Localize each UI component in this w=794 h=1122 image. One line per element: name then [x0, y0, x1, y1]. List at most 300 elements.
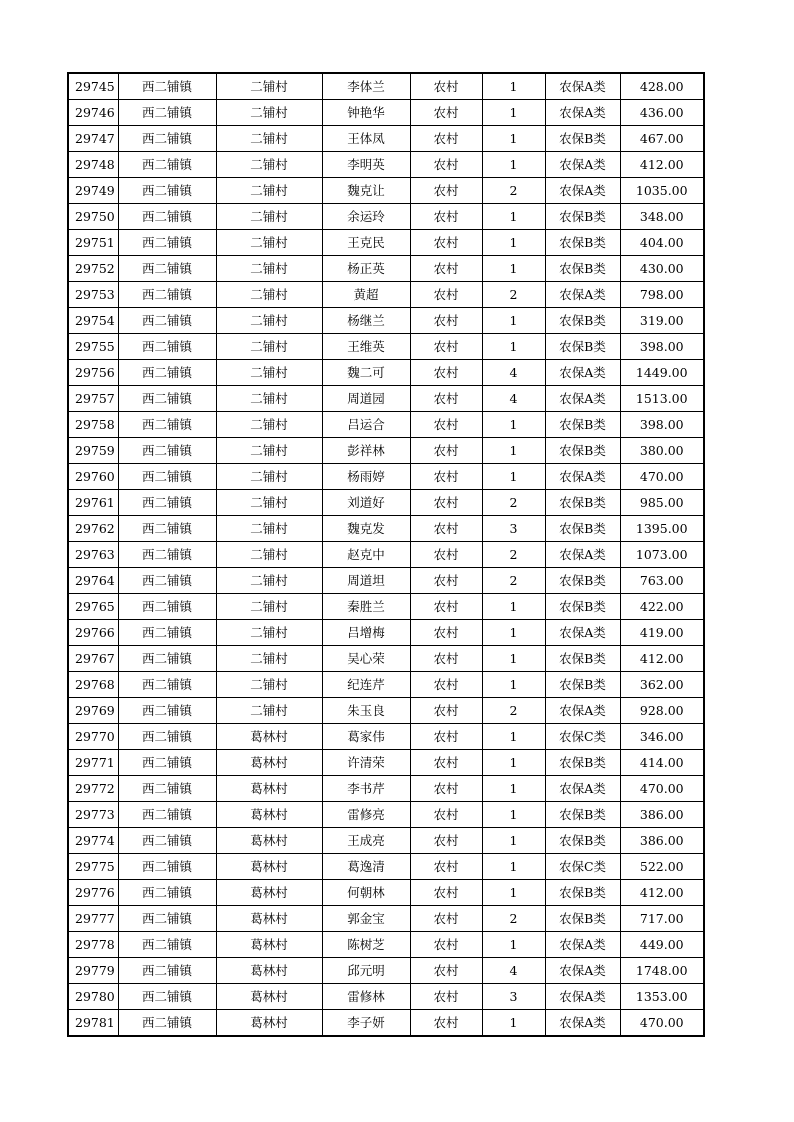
table-row: [68, 308, 704, 334]
town-cell: 西二铺镇: [118, 776, 216, 802]
household-type-cell: 农村: [410, 620, 482, 646]
town-cell: 西二铺镇: [118, 828, 216, 854]
name-cell: 朱玉良: [322, 698, 410, 724]
table-row: [68, 932, 704, 958]
village-cell: 葛林村: [216, 802, 322, 828]
name-cell: 何朝林: [322, 880, 410, 906]
record-id-cell: 29747: [68, 126, 118, 152]
category-cell: 农保A类: [545, 73, 620, 100]
household-type-cell: 农村: [410, 932, 482, 958]
record-id-cell: 29763: [68, 542, 118, 568]
amount-cell: 348.00: [620, 204, 704, 230]
amount-cell: 419.00: [620, 620, 704, 646]
member-count-cell: 2: [482, 542, 545, 568]
member-count-cell: 1: [482, 412, 545, 438]
village-cell: 二铺村: [216, 334, 322, 360]
category-cell: 农保A类: [545, 932, 620, 958]
town-cell: 西二铺镇: [118, 542, 216, 568]
table-row: [68, 178, 704, 204]
household-type-cell: 农村: [410, 126, 482, 152]
household-type-cell: 农村: [410, 516, 482, 542]
record-id-cell: 29745: [68, 73, 118, 100]
household-type-cell: 农村: [410, 724, 482, 750]
table-row: [68, 958, 704, 984]
name-cell: 王克民: [322, 230, 410, 256]
amount-cell: 398.00: [620, 334, 704, 360]
record-id-cell: 29746: [68, 100, 118, 126]
category-cell: 农保A类: [545, 698, 620, 724]
village-cell: 葛林村: [216, 1010, 322, 1037]
member-count-cell: 3: [482, 984, 545, 1010]
record-id-cell: 29768: [68, 672, 118, 698]
household-type-cell: 农村: [410, 100, 482, 126]
village-cell: 二铺村: [216, 594, 322, 620]
category-cell: 农保B类: [545, 516, 620, 542]
household-type-cell: 农村: [410, 178, 482, 204]
member-count-cell: 4: [482, 386, 545, 412]
record-id-cell: 29770: [68, 724, 118, 750]
town-cell: 西二铺镇: [118, 594, 216, 620]
name-cell: 魏克让: [322, 178, 410, 204]
amount-cell: 436.00: [620, 100, 704, 126]
town-cell: 西二铺镇: [118, 256, 216, 282]
table-row: [68, 516, 704, 542]
household-type-cell: 农村: [410, 802, 482, 828]
town-cell: 西二铺镇: [118, 750, 216, 776]
member-count-cell: 1: [482, 334, 545, 360]
member-count-cell: 1: [482, 724, 545, 750]
town-cell: 西二铺镇: [118, 178, 216, 204]
category-cell: 农保B类: [545, 308, 620, 334]
table-row: [68, 360, 704, 386]
village-cell: 葛林村: [216, 776, 322, 802]
member-count-cell: 1: [482, 100, 545, 126]
name-cell: 刘道好: [322, 490, 410, 516]
name-cell: 郭金宝: [322, 906, 410, 932]
household-type-cell: 农村: [410, 360, 482, 386]
household-type-cell: 农村: [410, 334, 482, 360]
town-cell: 西二铺镇: [118, 932, 216, 958]
name-cell: 王维英: [322, 334, 410, 360]
category-cell: 农保A类: [545, 776, 620, 802]
amount-cell: 1353.00: [620, 984, 704, 1010]
village-cell: 二铺村: [216, 438, 322, 464]
record-id-cell: 29767: [68, 646, 118, 672]
record-id-cell: 29757: [68, 386, 118, 412]
category-cell: 农保A类: [545, 542, 620, 568]
household-type-cell: 农村: [410, 464, 482, 490]
household-type-cell: 农村: [410, 646, 482, 672]
amount-cell: 985.00: [620, 490, 704, 516]
amount-cell: 362.00: [620, 672, 704, 698]
record-id-cell: 29766: [68, 620, 118, 646]
amount-cell: 1395.00: [620, 516, 704, 542]
category-cell: 农保B类: [545, 438, 620, 464]
household-type-cell: 农村: [410, 282, 482, 308]
village-cell: 葛林村: [216, 932, 322, 958]
household-type-cell: 农村: [410, 152, 482, 178]
record-id-cell: 29764: [68, 568, 118, 594]
category-cell: 农保A类: [545, 958, 620, 984]
household-type-cell: 农村: [410, 386, 482, 412]
record-id-cell: 29777: [68, 906, 118, 932]
village-cell: 二铺村: [216, 568, 322, 594]
member-count-cell: 1: [482, 126, 545, 152]
village-cell: 二铺村: [216, 73, 322, 100]
record-id-cell: 29751: [68, 230, 118, 256]
town-cell: 西二铺镇: [118, 360, 216, 386]
category-cell: 农保A类: [545, 152, 620, 178]
town-cell: 西二铺镇: [118, 334, 216, 360]
village-cell: 二铺村: [216, 100, 322, 126]
town-cell: 西二铺镇: [118, 880, 216, 906]
household-type-cell: 农村: [410, 828, 482, 854]
name-cell: 王体凤: [322, 126, 410, 152]
village-cell: 二铺村: [216, 282, 322, 308]
household-type-cell: 农村: [410, 594, 482, 620]
member-count-cell: 2: [482, 698, 545, 724]
table-row: [68, 776, 704, 802]
record-id-cell: 29753: [68, 282, 118, 308]
amount-cell: 798.00: [620, 282, 704, 308]
village-cell: 二铺村: [216, 230, 322, 256]
record-id-cell: 29756: [68, 360, 118, 386]
category-cell: 农保B类: [545, 334, 620, 360]
name-cell: 周道坦: [322, 568, 410, 594]
town-cell: 西二铺镇: [118, 308, 216, 334]
village-cell: 二铺村: [216, 308, 322, 334]
village-cell: 葛林村: [216, 724, 322, 750]
record-id-cell: 29775: [68, 854, 118, 880]
category-cell: 农保B类: [545, 568, 620, 594]
name-cell: 纪连芹: [322, 672, 410, 698]
table-row: [68, 568, 704, 594]
town-cell: 西二铺镇: [118, 620, 216, 646]
name-cell: 杨雨婷: [322, 464, 410, 490]
member-count-cell: 1: [482, 594, 545, 620]
member-count-cell: 1: [482, 646, 545, 672]
town-cell: 西二铺镇: [118, 646, 216, 672]
record-id-cell: 29755: [68, 334, 118, 360]
village-cell: 二铺村: [216, 204, 322, 230]
name-cell: 雷修亮: [322, 802, 410, 828]
member-count-cell: 4: [482, 360, 545, 386]
town-cell: 西二铺镇: [118, 724, 216, 750]
town-cell: 西二铺镇: [118, 1010, 216, 1037]
household-type-cell: 农村: [410, 490, 482, 516]
town-cell: 西二铺镇: [118, 906, 216, 932]
amount-cell: 428.00: [620, 73, 704, 100]
town-cell: 西二铺镇: [118, 412, 216, 438]
category-cell: 农保A类: [545, 100, 620, 126]
household-type-cell: 农村: [410, 906, 482, 932]
member-count-cell: 1: [482, 776, 545, 802]
name-cell: 吕运合: [322, 412, 410, 438]
record-id-cell: 29769: [68, 698, 118, 724]
roster-body: [68, 73, 704, 1036]
member-count-cell: 1: [482, 73, 545, 100]
record-id-cell: 29758: [68, 412, 118, 438]
town-cell: 西二铺镇: [118, 152, 216, 178]
village-cell: 二铺村: [216, 698, 322, 724]
name-cell: 彭祥林: [322, 438, 410, 464]
household-type-cell: 农村: [410, 698, 482, 724]
name-cell: 钟艳华: [322, 100, 410, 126]
record-id-cell: 29765: [68, 594, 118, 620]
name-cell: 余运玲: [322, 204, 410, 230]
amount-cell: 467.00: [620, 126, 704, 152]
amount-cell: 1513.00: [620, 386, 704, 412]
amount-cell: 386.00: [620, 828, 704, 854]
name-cell: 秦胜兰: [322, 594, 410, 620]
member-count-cell: 1: [482, 230, 545, 256]
name-cell: 魏二可: [322, 360, 410, 386]
name-cell: 赵克中: [322, 542, 410, 568]
name-cell: 魏克发: [322, 516, 410, 542]
category-cell: 农保B类: [545, 490, 620, 516]
village-cell: 二铺村: [216, 672, 322, 698]
category-cell: 农保B类: [545, 750, 620, 776]
record-id-cell: 29762: [68, 516, 118, 542]
village-cell: 二铺村: [216, 386, 322, 412]
category-cell: 农保B类: [545, 646, 620, 672]
category-cell: 农保B类: [545, 126, 620, 152]
household-type-cell: 农村: [410, 958, 482, 984]
table-row: [68, 282, 704, 308]
household-type-cell: 农村: [410, 568, 482, 594]
table-row: [68, 73, 704, 100]
member-count-cell: 1: [482, 932, 545, 958]
village-cell: 二铺村: [216, 256, 322, 282]
category-cell: 农保A类: [545, 178, 620, 204]
member-count-cell: 2: [482, 490, 545, 516]
table-row: [68, 386, 704, 412]
table-row: [68, 256, 704, 282]
town-cell: 西二铺镇: [118, 698, 216, 724]
village-cell: 葛林村: [216, 750, 322, 776]
village-cell: 二铺村: [216, 464, 322, 490]
village-cell: 葛林村: [216, 880, 322, 906]
table-row: [68, 334, 704, 360]
household-type-cell: 农村: [410, 204, 482, 230]
name-cell: 陈树芝: [322, 932, 410, 958]
member-count-cell: 2: [482, 178, 545, 204]
record-id-cell: 29750: [68, 204, 118, 230]
table-row: [68, 594, 704, 620]
amount-cell: 1035.00: [620, 178, 704, 204]
household-type-cell: 农村: [410, 308, 482, 334]
name-cell: 杨正英: [322, 256, 410, 282]
amount-cell: 412.00: [620, 880, 704, 906]
category-cell: 农保B类: [545, 204, 620, 230]
member-count-cell: 1: [482, 438, 545, 464]
table-row: [68, 672, 704, 698]
record-id-cell: 29760: [68, 464, 118, 490]
member-count-cell: 4: [482, 958, 545, 984]
record-id-cell: 29773: [68, 802, 118, 828]
record-id-cell: 29761: [68, 490, 118, 516]
amount-cell: 928.00: [620, 698, 704, 724]
record-id-cell: 29781: [68, 1010, 118, 1037]
table-row: [68, 880, 704, 906]
category-cell: 农保B类: [545, 256, 620, 282]
amount-cell: 380.00: [620, 438, 704, 464]
record-id-cell: 29749: [68, 178, 118, 204]
member-count-cell: 1: [482, 152, 545, 178]
town-cell: 西二铺镇: [118, 464, 216, 490]
category-cell: 农保C类: [545, 724, 620, 750]
name-cell: 雷修林: [322, 984, 410, 1010]
table-row: [68, 906, 704, 932]
town-cell: 西二铺镇: [118, 204, 216, 230]
amount-cell: 763.00: [620, 568, 704, 594]
record-id-cell: 29748: [68, 152, 118, 178]
name-cell: 王成亮: [322, 828, 410, 854]
table-row: [68, 724, 704, 750]
town-cell: 西二铺镇: [118, 386, 216, 412]
town-cell: 西二铺镇: [118, 516, 216, 542]
record-id-cell: 29778: [68, 932, 118, 958]
village-cell: 二铺村: [216, 490, 322, 516]
amount-cell: 717.00: [620, 906, 704, 932]
town-cell: 西二铺镇: [118, 282, 216, 308]
table-row: [68, 984, 704, 1010]
amount-cell: 1073.00: [620, 542, 704, 568]
village-cell: 葛林村: [216, 906, 322, 932]
member-count-cell: 1: [482, 1010, 545, 1037]
category-cell: 农保B类: [545, 412, 620, 438]
town-cell: 西二铺镇: [118, 230, 216, 256]
category-cell: 农保B类: [545, 802, 620, 828]
table-row: [68, 100, 704, 126]
table-row: [68, 464, 704, 490]
member-count-cell: 1: [482, 802, 545, 828]
name-cell: 吕增梅: [322, 620, 410, 646]
household-type-cell: 农村: [410, 412, 482, 438]
category-cell: 农保B类: [545, 672, 620, 698]
table-row: [68, 854, 704, 880]
category-cell: 农保A类: [545, 620, 620, 646]
name-cell: 黄超: [322, 282, 410, 308]
table-row: [68, 230, 704, 256]
amount-cell: 470.00: [620, 464, 704, 490]
category-cell: 农保B类: [545, 594, 620, 620]
household-type-cell: 农村: [410, 672, 482, 698]
table-row: [68, 438, 704, 464]
household-type-cell: 农村: [410, 750, 482, 776]
household-type-cell: 农村: [410, 880, 482, 906]
category-cell: 农保A类: [545, 1010, 620, 1037]
table-row: [68, 828, 704, 854]
table-row: [68, 698, 704, 724]
amount-cell: 412.00: [620, 152, 704, 178]
village-cell: 二铺村: [216, 620, 322, 646]
household-type-cell: 农村: [410, 1010, 482, 1037]
member-count-cell: 1: [482, 828, 545, 854]
member-count-cell: 2: [482, 282, 545, 308]
member-count-cell: 1: [482, 464, 545, 490]
household-type-cell: 农村: [410, 984, 482, 1010]
village-cell: 二铺村: [216, 360, 322, 386]
town-cell: 西二铺镇: [118, 438, 216, 464]
table-row: [68, 620, 704, 646]
village-cell: 葛林村: [216, 984, 322, 1010]
town-cell: 西二铺镇: [118, 73, 216, 100]
record-id-cell: 29752: [68, 256, 118, 282]
category-cell: 农保A类: [545, 984, 620, 1010]
name-cell: 葛逸清: [322, 854, 410, 880]
town-cell: 西二铺镇: [118, 984, 216, 1010]
household-type-cell: 农村: [410, 256, 482, 282]
record-id-cell: 29772: [68, 776, 118, 802]
village-cell: 二铺村: [216, 542, 322, 568]
table-row: [68, 204, 704, 230]
amount-cell: 319.00: [620, 308, 704, 334]
town-cell: 西二铺镇: [118, 672, 216, 698]
record-id-cell: 29780: [68, 984, 118, 1010]
amount-cell: 422.00: [620, 594, 704, 620]
amount-cell: 1748.00: [620, 958, 704, 984]
category-cell: 农保A类: [545, 282, 620, 308]
name-cell: 杨继兰: [322, 308, 410, 334]
category-cell: 农保B类: [545, 828, 620, 854]
member-count-cell: 2: [482, 568, 545, 594]
name-cell: 李体兰: [322, 73, 410, 100]
table-row: [68, 490, 704, 516]
record-id-cell: 29759: [68, 438, 118, 464]
category-cell: 农保C类: [545, 854, 620, 880]
amount-cell: 430.00: [620, 256, 704, 282]
roster-table: [67, 72, 705, 1037]
amount-cell: 449.00: [620, 932, 704, 958]
household-type-cell: 农村: [410, 854, 482, 880]
village-cell: 二铺村: [216, 178, 322, 204]
amount-cell: 470.00: [620, 776, 704, 802]
village-cell: 二铺村: [216, 126, 322, 152]
town-cell: 西二铺镇: [118, 854, 216, 880]
member-count-cell: 1: [482, 308, 545, 334]
member-count-cell: 3: [482, 516, 545, 542]
amount-cell: 398.00: [620, 412, 704, 438]
table-row: [68, 750, 704, 776]
category-cell: 农保A类: [545, 360, 620, 386]
name-cell: 李明英: [322, 152, 410, 178]
table-row: [68, 126, 704, 152]
table-row: [68, 646, 704, 672]
amount-cell: 404.00: [620, 230, 704, 256]
village-cell: 二铺村: [216, 516, 322, 542]
household-type-cell: 农村: [410, 73, 482, 100]
table-row: [68, 152, 704, 178]
household-type-cell: 农村: [410, 542, 482, 568]
table-row: [68, 1010, 704, 1037]
amount-cell: 470.00: [620, 1010, 704, 1037]
amount-cell: 414.00: [620, 750, 704, 776]
amount-cell: 346.00: [620, 724, 704, 750]
household-type-cell: 农村: [410, 438, 482, 464]
name-cell: 李子妍: [322, 1010, 410, 1037]
village-cell: 葛林村: [216, 854, 322, 880]
name-cell: 吴心荣: [322, 646, 410, 672]
household-type-cell: 农村: [410, 776, 482, 802]
member-count-cell: 1: [482, 880, 545, 906]
town-cell: 西二铺镇: [118, 568, 216, 594]
town-cell: 西二铺镇: [118, 100, 216, 126]
record-id-cell: 29771: [68, 750, 118, 776]
amount-cell: 412.00: [620, 646, 704, 672]
record-id-cell: 29779: [68, 958, 118, 984]
town-cell: 西二铺镇: [118, 126, 216, 152]
